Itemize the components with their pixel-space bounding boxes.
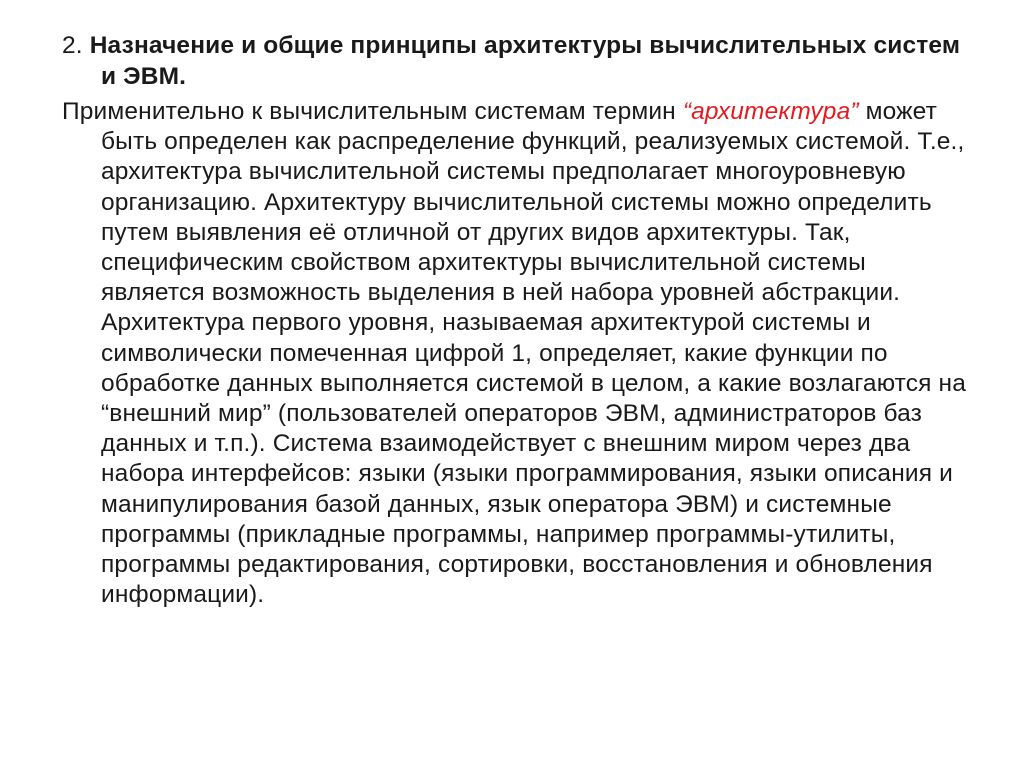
- body-intro: Применительно к вычислительным системам термин: [62, 98, 683, 125]
- section-number: 2.: [62, 32, 83, 59]
- section-title: Назначение и общие принципы архитектуры вычислительных систем и ЭВМ.: [89, 32, 961, 90]
- highlighted-term: “архитектура”: [682, 98, 859, 125]
- section-heading: [62, 30, 972, 92]
- body-text: может быть определен как распределение функций, реализуемых системой. Т.е., архитектура вычислительной системы предполагает многоуровневую организацию. Архитектуру вычислительной системы можно определить путем выявления её отличной от других видов архитектуры. Так, специфическим свойством архитектуры вычислительной системы является возможность выделения в ней набора уровней абстракции. Архитектура первого уровня, называемая архитектурой системы и символически помеченная цифрой 1, определяет, какие функции по обработке данных выполняется системой в целом, а какие возлагаются на “внешний мир” (пользователей операторов ЭВМ, администраторов баз данных и т.п.). Система взаимодействует с внешним миром через два набора интерфейсов: языки (языки программирования, языки описания и манипулирования базой данных, язык оператора ЭВМ) и системные программы (прикладные программы, например программы-утилиты, программы редактирования, сортировки, восстановления и обновления информации).: [101, 98, 967, 609]
- body-paragraph: [62, 97, 972, 610]
